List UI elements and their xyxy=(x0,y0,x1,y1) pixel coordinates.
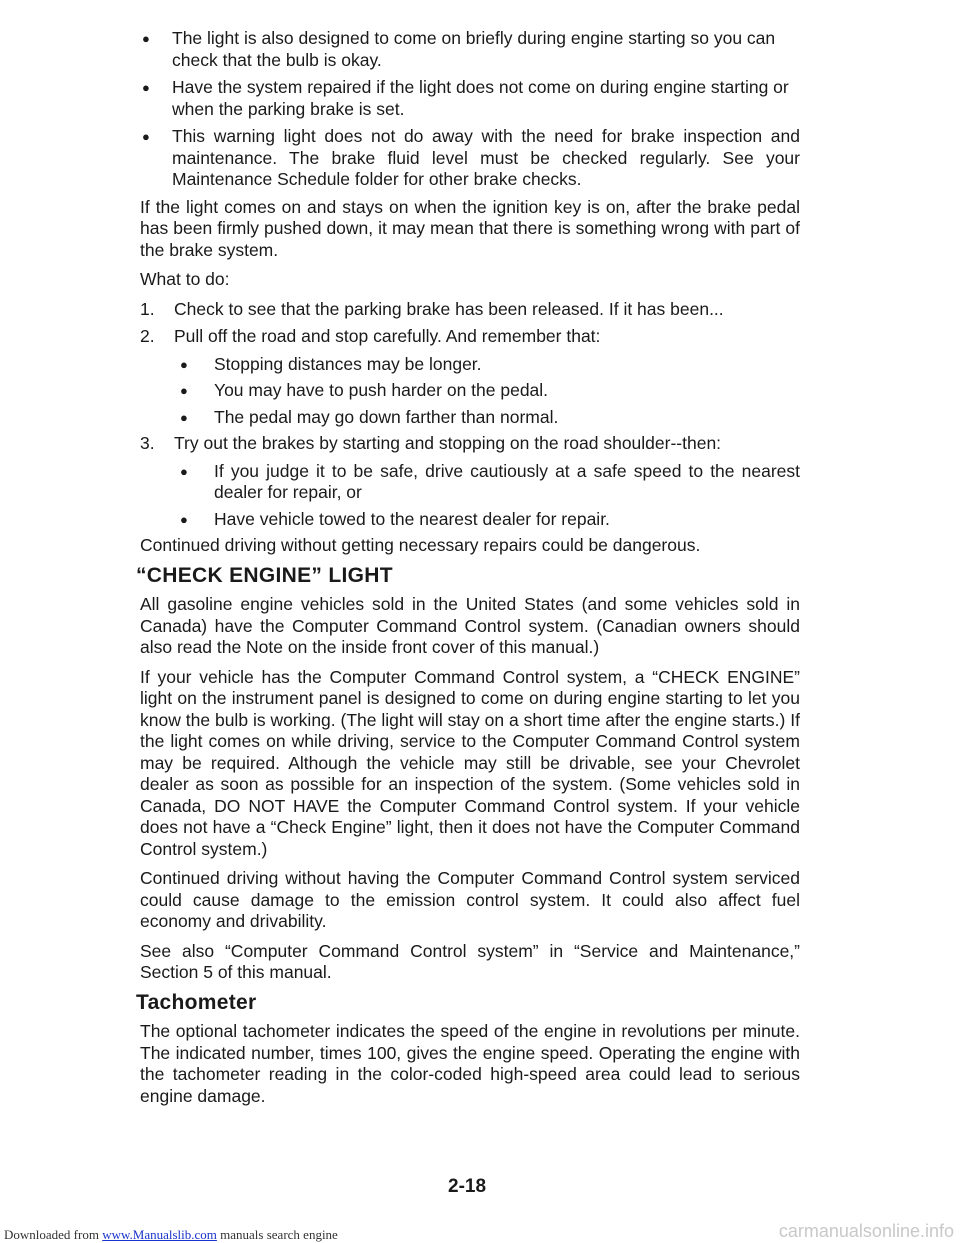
watermark: carmanualsonline.info xyxy=(778,1221,954,1241)
heading-check-engine: “CHECK ENGINE” LIGHT xyxy=(136,563,393,587)
step-number: 1. xyxy=(140,298,155,319)
paragraph-check-engine: Continued driving without having the Computer Command Control system serviced could cause damage to the emission control system. It could also affect fuel economy and drivability. xyxy=(140,868,800,931)
manualslib-link[interactable]: www.Manualslib.com xyxy=(102,1227,217,1242)
sub-bullet-item: ● You may have to push harder on the pedal. xyxy=(140,380,800,402)
step-text: Try out the brakes by starting and stopping on the road shoulder--then: xyxy=(174,433,722,453)
sub-bullet-item: ● The pedal may go down farther than normal. xyxy=(140,407,800,429)
step-item xyxy=(140,326,800,348)
page-content xyxy=(136,28,800,1115)
heading-tachometer: Tachometer xyxy=(136,990,257,1014)
step-number: 2. xyxy=(140,326,155,346)
footer xyxy=(0,1213,960,1242)
sub-bullet-item: ● If you judge it to be safe, drive cautiously at a safe speed to the nearest dealer for repair, or xyxy=(140,461,800,504)
paragraph-check-engine: See also “Computer Command Control system” in “Service and Maintenance,” Section 5 of this manual. xyxy=(140,940,800,982)
paragraph-tachometer: The optional tachometer indicates the speed of the engine in revolutions per minute. The indicated number, times 100, gives the engine speed. Operating the engine with the tachometer reading in the color-coded high-speed area could lead to serious engine damage. xyxy=(140,1021,800,1106)
paragraph-check-engine: If your vehicle has the Computer Command Control system, a “CHECK ENGINE” light on the instrument panel is designed to come on during engine starting to let you know the bulb is working. (The light will stay on a short time after the engine starts.) If the light comes on while driving, service to the Computer Command Control system may be required. Although the vehicle may still be drivable, see your Chevrolet dealer as soon as possible for an inspection of the system. (Some vehicles sold in Canada, DO NOT HAVE the Computer Command Control system. If your vehicle does not have a “Check Engine” light, then it does not have the Computer Command Control system.) xyxy=(140,666,800,859)
bullet-item: ● This warning light does not do away with the need for brake inspection and maintenance. The brake fluid level must be checked regularly. See your Maintenance Schedule folder for other brake checks. xyxy=(140,126,800,191)
footer-prefix: Downloaded from xyxy=(4,1227,99,1242)
footer-download-note xyxy=(4,1227,338,1243)
step-text: Check to see that the parking brake has been released. If it has been... xyxy=(174,298,724,319)
what-to-do-label: What to do: xyxy=(140,269,230,289)
footer-suffix: manuals search engine xyxy=(220,1227,338,1242)
bullet-item: ● Have the system repaired if the light does not come on during engine starting or when the parking brake is set. xyxy=(140,77,800,120)
paragraph-brake-light: If the light comes on and stays on when the ignition key is on, after the brake pedal has been firmly pushed down, it may mean that there is something wrong with part of the brake system. xyxy=(140,196,800,260)
step-number: 3. xyxy=(140,433,155,453)
step-item xyxy=(140,299,800,321)
sub-bullet-item: ● Stopping distances may be longer. xyxy=(140,354,800,376)
page-number: 2-18 xyxy=(448,1176,487,1197)
sub-bullet-item: ● Have vehicle towed to the nearest dealer for repair. xyxy=(140,509,800,531)
step-item xyxy=(140,433,800,455)
step-text: Pull off the road and stop carefully. And remember that: xyxy=(174,326,601,346)
paragraph-check-engine: All gasoline engine vehicles sold in the United States (and some vehicles sold in Canada) have the Computer Command Control system. (Canadian owners should also read the Note on the inside front cover of this manual.) xyxy=(140,594,800,657)
paragraph-continued-driving: Continued driving without getting necessary repairs could be dangerous. xyxy=(140,535,701,555)
bullet-item: ● The light is also designed to come on briefly during engine starting so you can check that the bulb is okay. xyxy=(140,28,800,71)
